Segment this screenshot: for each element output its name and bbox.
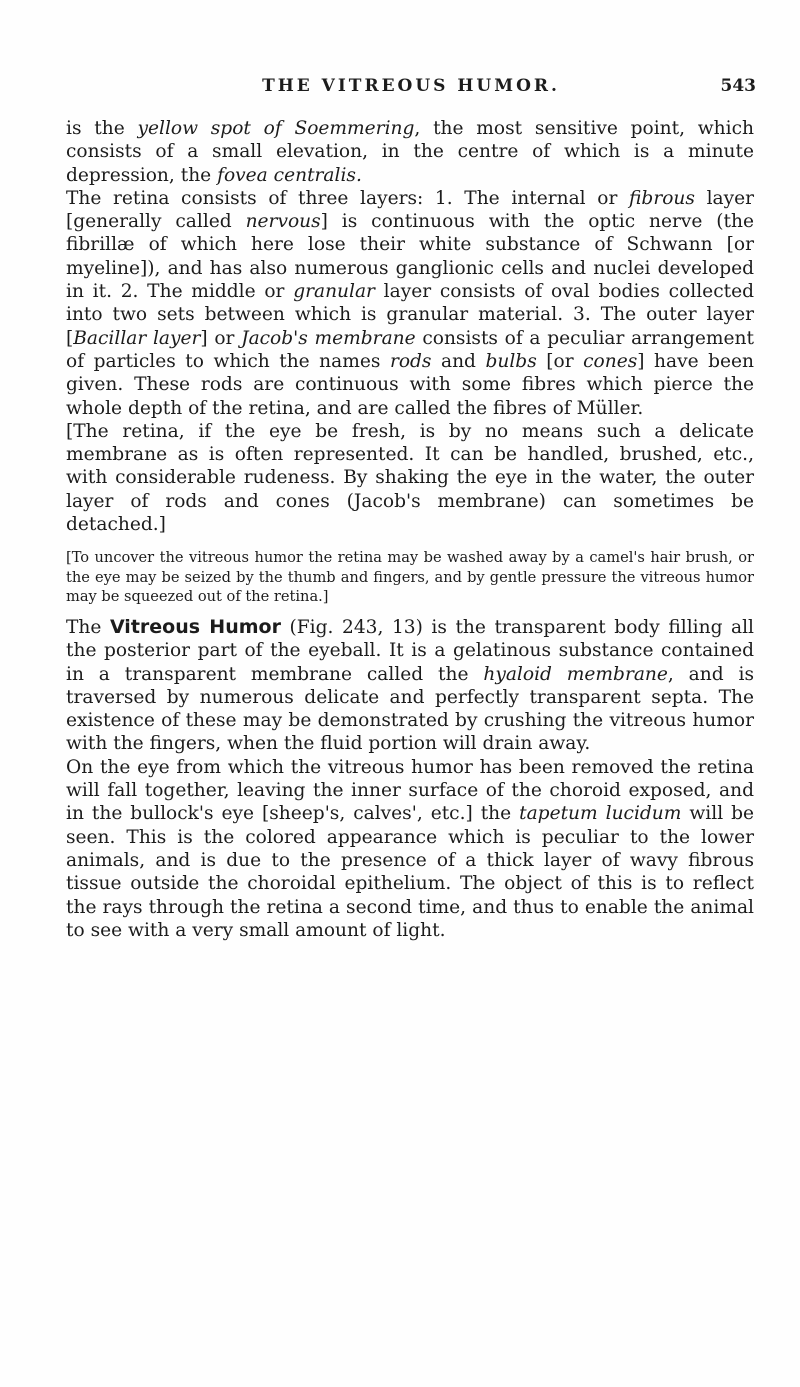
body-text <box>66 117 754 942</box>
italic-term: yellow spot of Soemmering <box>137 118 415 139</box>
text-run: [or <box>536 350 584 372</box>
text-run: , the most sensitive point, which consists of a small elevation, in the centre of which is a minute depression, the <box>66 118 754 186</box>
text-run: layer consists of oval bodies collected into two sets between which is granular material. 3. The outer layer [ <box>66 281 754 349</box>
text-run: is the <box>66 118 138 139</box>
italic-term: hyaloid membrane <box>483 663 668 685</box>
paragraph <box>66 117 754 187</box>
text-run: ] is continuous with the optic nerve (the fibrillæ of which here lose their white substance of Schwann [or myeline]), and has also numerous ganglionic cells and nuclei developed in it. 2. The middle or <box>66 211 754 303</box>
italic-term: granular <box>293 281 375 303</box>
text-run: (Fig. 243, 13) is the transparent body filling all the posterior part of the eyeball. It is a gelatinous substance contained in a transparent membrane called the <box>66 616 755 685</box>
italic-term: Bacillar layer <box>73 327 201 349</box>
paragraph <box>66 187 754 420</box>
text-run: and <box>431 350 486 372</box>
text-run: layer [generally called <box>66 187 754 233</box>
paragraph <box>66 616 754 756</box>
text-run: The <box>66 616 110 638</box>
page-number: 543 <box>720 76 756 96</box>
text-run: ] have been given. These rods are continuous with some fibres which pierce the whole depth of the retina, and are called the fibres of Müller. <box>66 350 754 419</box>
text-run: ] or <box>200 327 242 349</box>
text-run: The retina consists of three layers: 1. The internal or <box>66 187 630 209</box>
section-heading: Vitreous Humor <box>109 615 281 638</box>
footnote-paragraph <box>66 548 754 606</box>
text-run: [The retina, if the eye be fresh, is by no means such a delicate membrane as is often represented. It can be handled, brushed, etc., with considerable rudeness. By shaking the eye in the water, the outer layer of rods and cones (Jacob's membrane) can sometimes be detached.] <box>66 420 754 536</box>
page-header <box>66 76 756 106</box>
italic-term: cones <box>583 350 638 372</box>
text-run: , and is traversed by numerous delicate and perfectly transparent septa. The existence of these may be demonstrated by crushing the vitreous humor with the fingers, when the fluid portion will drain away. <box>66 663 754 755</box>
italic-term: bulbs <box>485 350 537 372</box>
italic-term: Jacob's membrane <box>241 327 416 349</box>
paragraph <box>66 420 754 536</box>
text-run: On the eye from which the vitreous humor has been removed the retina will fall together, leaving the inner surface of the choroid exposed, and in the bullock's eye [sheep's, calves', etc.] the <box>66 756 754 825</box>
italic-term: nervous <box>245 211 321 233</box>
paragraph <box>66 756 754 942</box>
text-run: consists of a peculiar arrangement of particles to which the names <box>66 327 754 372</box>
italic-term: fovea centralis. <box>217 164 362 186</box>
text-run: [To uncover the vitreous humor the retina may be washed away by a camel's hair brush, or the eye may be seized by the thumb and fingers, and by gentle pressure the vitreous humor may be squeezed out of the retina.] <box>66 549 754 605</box>
italic-term: rods <box>389 350 432 372</box>
italic-term: fibrous <box>629 187 695 209</box>
text-run: will be seen. This is the colored appearance which is peculiar to the lower animals, and is due to the presence of a thick layer of wavy fibrous tissue outside the choroidal epithelium. The object of this is to reflect the rays through the retina a second time, and thus to enable the animal to see with a very small amount of light. <box>66 803 754 941</box>
running-title: THE VITREOUS HUMOR. <box>262 76 560 96</box>
italic-term: tapetum lucidum <box>519 803 682 825</box>
